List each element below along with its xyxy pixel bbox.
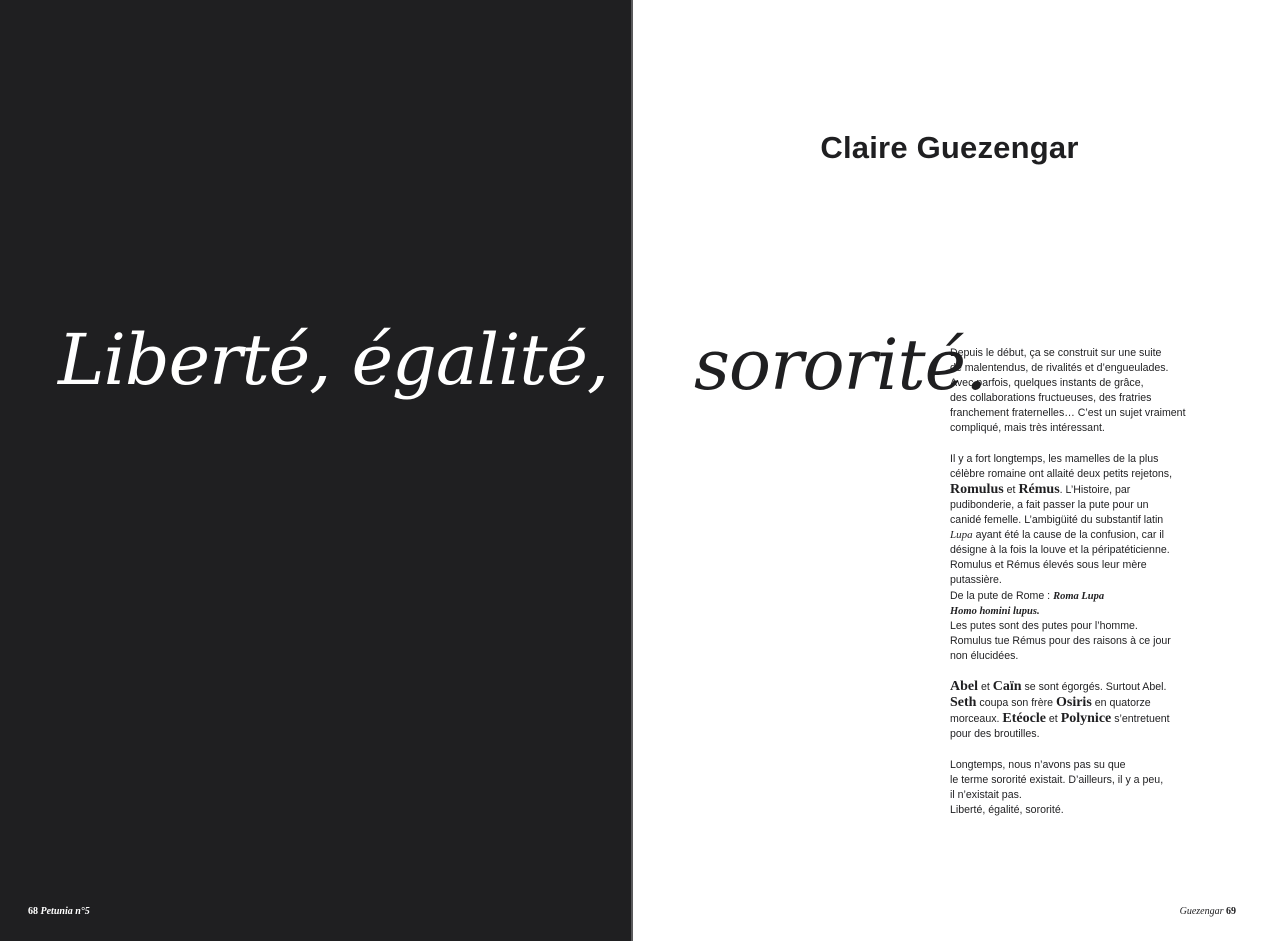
article-body (950, 346, 1200, 833)
text-line: Il y a fort longtemps, les mamelles de la plus (950, 452, 1159, 465)
text-line: Depuis le début, ça se construit sur une suite (950, 347, 1162, 359)
text-fragment: ayant été la cause de la confusion, car il (975, 529, 1165, 542)
name-polynice: Polynice (1060, 711, 1112, 727)
paragraph-1 (950, 346, 1200, 437)
title-left-part: Liberté, égalité, (58, 319, 609, 401)
text-line: compliqué, mais très intéressant. (950, 422, 1105, 435)
folio-right (1180, 906, 1236, 917)
text-fragment: en quatorze (1094, 697, 1151, 710)
latin-homo-homini-lupus: Homo homini lupus. (950, 605, 1040, 617)
paragraph-3 (950, 679, 1200, 742)
page-number-left: 68 (28, 906, 38, 917)
text-fragment: et (980, 681, 990, 694)
text-line: putassière. (950, 574, 1002, 587)
name-remus: Rémus (1018, 481, 1060, 497)
text-fragment: . L’Histoire, par (1059, 483, 1131, 496)
text-line: Romulus et Rémus élevés sous leur mère (950, 559, 1147, 572)
text-line: le terme sororité existait. D’ailleurs, il y a peu, (950, 773, 1164, 786)
text-line: de malentendus, de rivalités et d’engueulades. (950, 362, 1169, 375)
name-abel: Abel (950, 679, 978, 695)
text-line: des collaborations fructueuses, des fratries (950, 392, 1152, 405)
text-line: Romulus tue Rémus pour des raisons à ce jour (950, 634, 1171, 647)
text-line: non élucidées. (950, 649, 1019, 662)
text-line: il n’existait pas. (950, 788, 1022, 801)
text-line: Avec parfois, quelques instants de grâce, (950, 377, 1144, 390)
text-line: Liberté, égalité, sororité. (950, 803, 1064, 816)
text-line (950, 679, 1200, 695)
text-line: désigne à la fois la louve et la péripatéticienne. (950, 544, 1170, 557)
text-fragment: morceaux. (950, 713, 1000, 726)
text-line: Les putes sont des putes pour l’homme. (950, 619, 1138, 632)
name-seth: Seth (950, 695, 977, 711)
text-line (950, 589, 1200, 604)
text-line: canidé femelle. L’ambigüité du substantif latin (950, 514, 1164, 527)
text-fragment: s’entretuent (1114, 713, 1170, 726)
text-line (950, 528, 1200, 543)
name-romulus: Romulus (950, 481, 1004, 497)
paragraph-2 (950, 452, 1200, 664)
text-line (950, 711, 1200, 727)
text-fragment: et (1048, 713, 1058, 726)
text-line (950, 695, 1200, 711)
text-line (950, 482, 1200, 498)
text-line: franchement fraternelles… C’est un sujet vraiment (950, 407, 1186, 420)
author-name: Claire Guezengar (820, 130, 1079, 165)
latin-word-lupa: Lupa (950, 529, 973, 542)
right-page (633, 0, 1266, 941)
text-line: célèbre romaine ont allaité deux petits rejetons, (950, 467, 1173, 480)
text-line: pudibonderie, a fait passer la pute pour un (950, 498, 1149, 511)
text-fragment: De la pute de Rome : (950, 589, 1051, 602)
text-fragment: coupa son frère (979, 697, 1054, 710)
name-eteocle: Etéocle (1002, 711, 1046, 727)
text-line: pour des broutilles. (950, 728, 1040, 741)
running-footer-author: Guezengar (1179, 906, 1224, 917)
folio-left (28, 906, 90, 917)
text-line: Longtemps, nous n’avons pas su que (950, 758, 1126, 771)
paragraph-4 (950, 758, 1200, 818)
page-number-right: 69 (1226, 906, 1236, 917)
title-right-part: sororité. (694, 324, 987, 406)
name-osiris: Osiris (1055, 695, 1092, 711)
magazine-name: Petunia n°5 (40, 906, 90, 917)
text-fragment: et (1006, 483, 1016, 496)
text-fragment: se sont égorgés. Surtout Abel. (1024, 681, 1167, 694)
name-cain: Caïn (992, 679, 1022, 695)
latin-roma-lupa: Roma Lupa (1053, 590, 1105, 602)
